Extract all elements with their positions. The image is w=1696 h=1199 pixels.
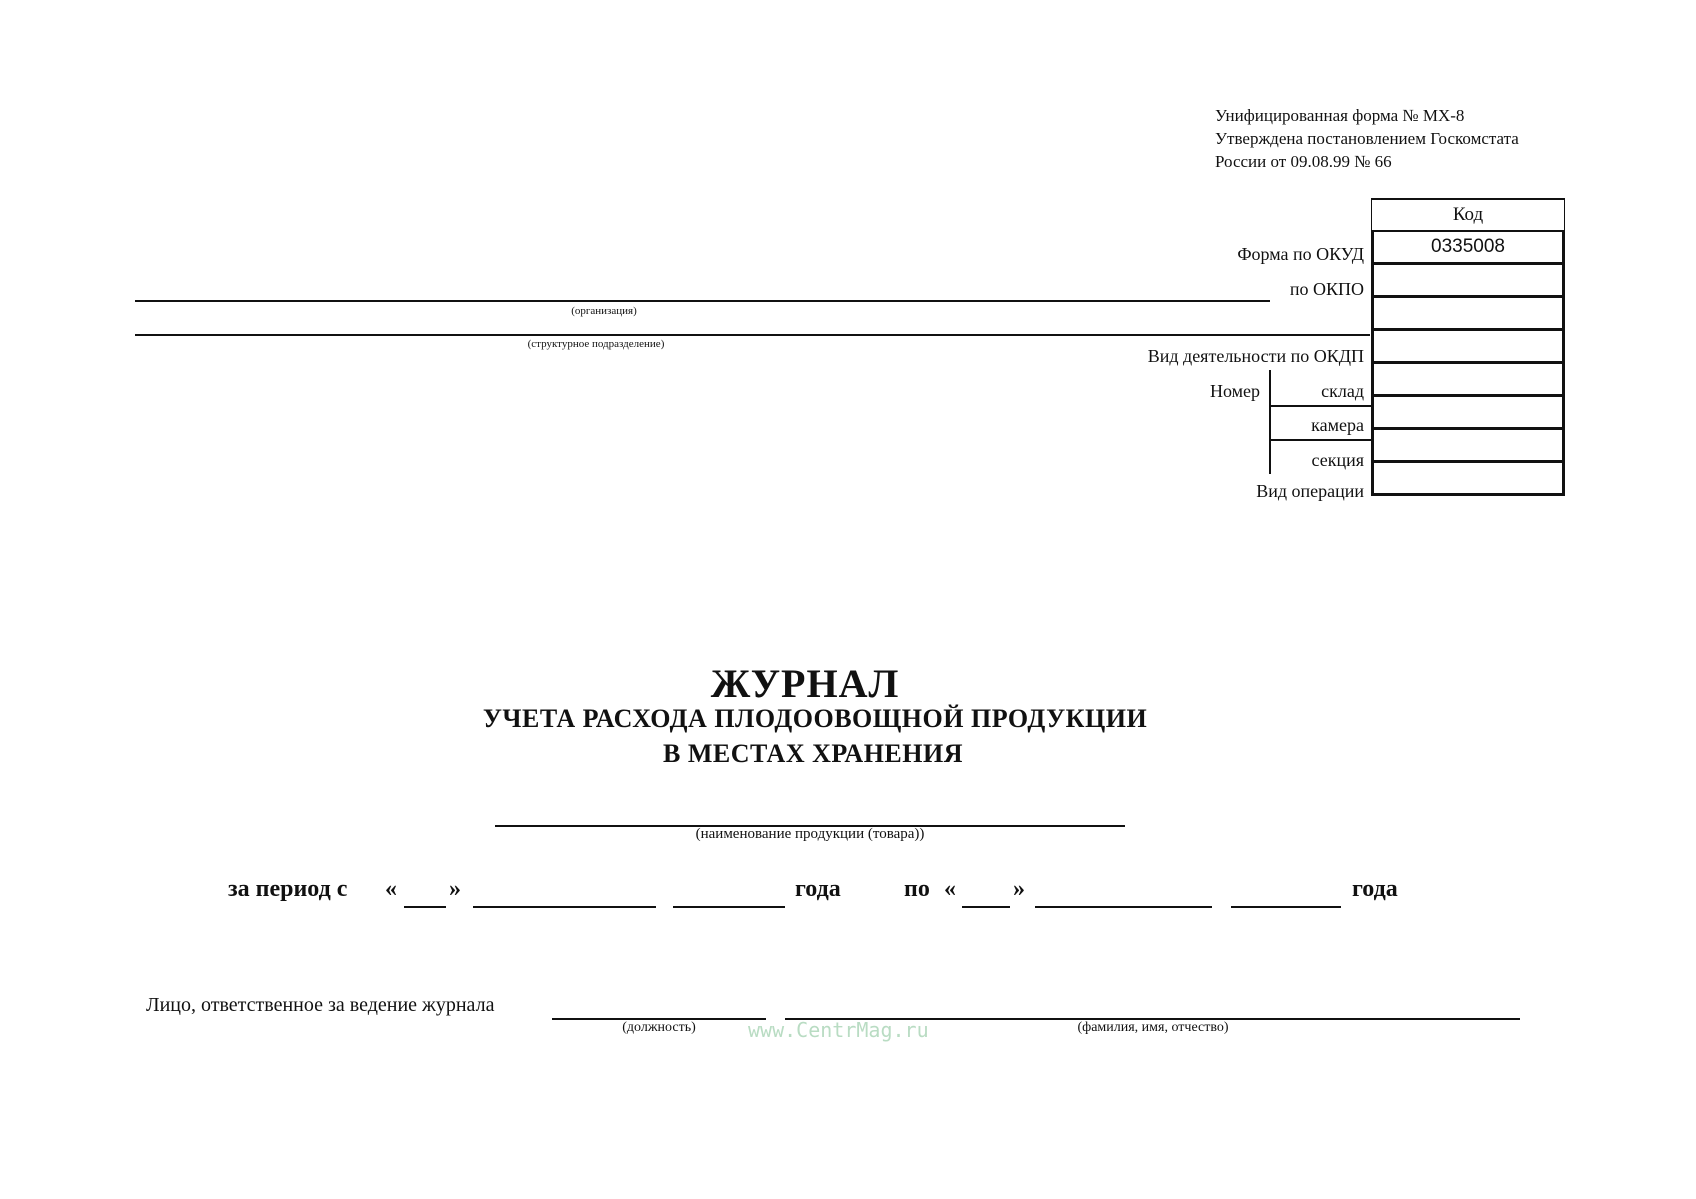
form-header-line1: Унифицированная форма № МХ-8 [1215,106,1465,125]
nomer-divider [1271,405,1373,407]
product-caption: (наименование продукции (товара)) [695,826,925,842]
document-subtitle-1: УЧЕТА РАСХОДА ПЛОДООВОЩНОЙ ПРОДУКЦИИ [482,704,1148,733]
kamera-cell [1371,397,1565,430]
month-from-line [473,906,656,908]
document-subtitle-2: В МЕСТАХ ХРАНЕНИЯ [663,739,963,768]
kamera-label: камера [1311,415,1364,435]
year-from-line [673,906,785,908]
document-title: ЖУРНАЛ [710,661,900,706]
okpo-label: по ОКПО [1289,279,1364,299]
nomer-label: Номер [1209,381,1260,401]
position-caption: (должность) [622,1020,696,1035]
form-header-line3: России от 09.08.99 № 66 [1215,152,1392,171]
nomer-divider [1271,439,1373,441]
day-from-line [404,906,446,908]
open-quote: « [385,876,397,902]
sklad-cell [1371,364,1565,397]
form-header [1215,104,1519,173]
name-caption: (фамилия, имя, отчество) [1077,1020,1229,1035]
form-header-line2: Утверждена постановлением Госкомстата [1215,129,1519,148]
division-caption: (структурное подразделение) [527,338,665,350]
year-label-2: года [1352,876,1398,902]
period-to-label: по [904,876,930,902]
okdp-cell [1371,331,1565,364]
okpo-cell [1371,265,1565,298]
okud-value: 0335008 [1371,232,1565,265]
organization-caption: (организация) [571,305,637,317]
okdp-label: Вид деятельности по ОКДП [1147,346,1364,366]
sklad-label: склад [1321,381,1364,401]
division-code-cell [1371,298,1565,331]
code-header: Код [1371,198,1565,232]
open-quote: « [944,876,956,902]
okud-label: Форма по ОКУД [1237,244,1364,264]
responsible-label: Лицо, ответственное за ведение журнала [146,994,495,1016]
operation-label: Вид операции [1256,481,1364,501]
period-from-label: за период с [228,876,348,902]
organization-line [135,300,1270,302]
code-table [1371,198,1565,496]
sekciya-cell [1371,430,1565,463]
operation-cell [1371,463,1565,496]
year-to-line [1231,906,1341,908]
watermark: www.CentrMag.ru [748,1018,929,1042]
month-to-line [1035,906,1212,908]
division-line [135,334,1370,336]
day-to-line [962,906,1010,908]
close-quote: » [1013,876,1025,902]
close-quote: » [449,876,461,902]
sekciya-label: секция [1311,450,1364,470]
year-label-1: года [795,876,841,902]
